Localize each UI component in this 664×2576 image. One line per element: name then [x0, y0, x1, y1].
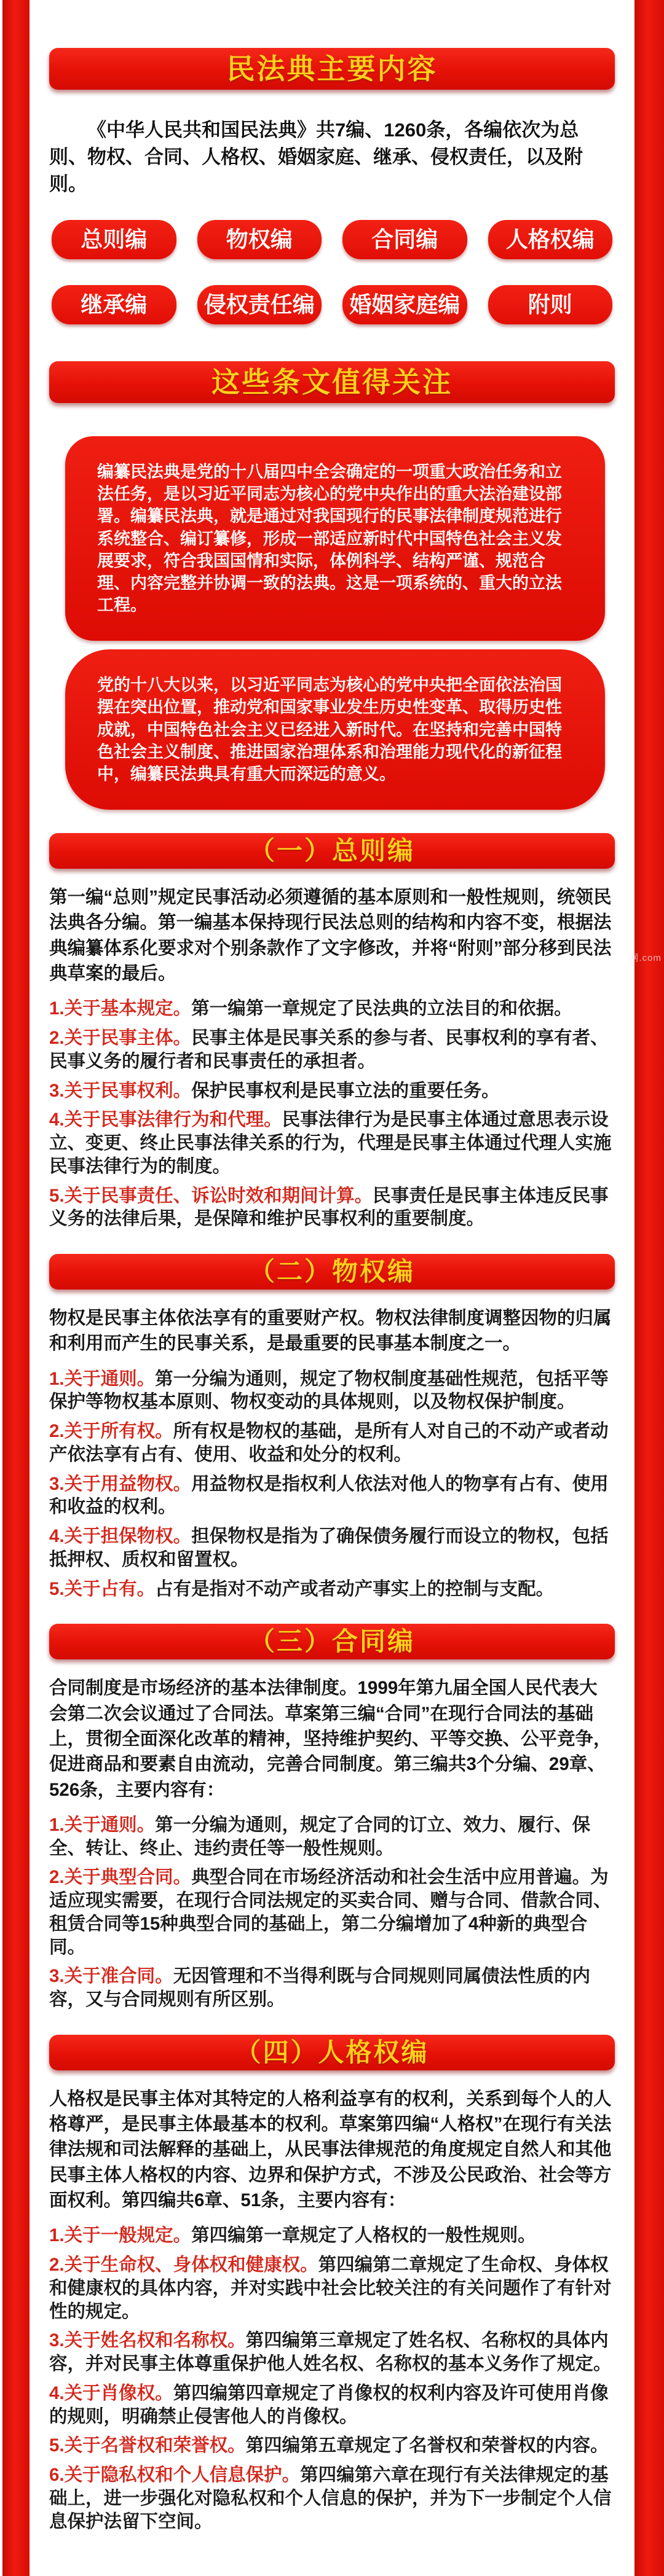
section-2-item-2	[49, 1420, 615, 1466]
highlight-box-1: 编纂民法典是党的十八届四中全会确定的一项重大政治任务和立法任务，是以习近平同志为核心的党中央作出的重大法治建设部署。编纂民法典，就是通过对我国现行的民事法律制度规范进行系统整合、编订纂修，形成一部适应新时代中国特色社会主义发展要求，符合我国国情和实际，体例科学、结构严谨、规范合理、内容完整并协调一致的法典。这是一项系统的、重大的立法工程。	[65, 436, 605, 641]
item-label: 1.关于通则。	[49, 1368, 156, 1389]
section-1-banner: （一）总则编	[49, 833, 615, 869]
section-1-item-2	[49, 1027, 615, 1073]
section-3-banner: （三）合同编	[49, 1624, 615, 1659]
section-2-intro: 物权是民事主体依法享有的重要财产权。物权法律制度调整因物的归属和利用而产生的民事关系，是最重要的民事基本制度之一。	[49, 1308, 612, 1354]
section-3-item-1	[49, 1814, 615, 1860]
watermark: 网.com	[629, 953, 662, 963]
section-4-item-3	[49, 2329, 615, 2376]
item-label: 1.关于通则。	[49, 1814, 156, 1835]
pill-hunyinjiatingbian: 婚姻家庭编	[342, 285, 467, 324]
title-banner: 民法典主要内容	[49, 48, 615, 90]
item-text: 第四编第三章规定了姓名权、名称权的具体内容，并对民事主体尊重保护他人姓名权、名称权的基本义务作了规定。	[49, 2330, 612, 2374]
item-label: 4.关于肖像权。	[49, 2382, 173, 2403]
item-text: 第一分编为通则，规定了合同的订立、效力、履行、保全、转让、终止、违约责任等一般性规则。	[49, 1814, 591, 1858]
item-text: 占有是指对不动产或者动产事实上的控制与支配。	[155, 1578, 555, 1599]
item-label: 2.关于典型合同。	[49, 1867, 192, 1888]
item-text: 保护民事权利是民事立法的重要任务。	[191, 1080, 500, 1101]
section-4-item-1	[49, 2224, 615, 2247]
section-2-item-1	[49, 1368, 615, 1414]
item-text: 民事主体是民事关系的参与者、民事权利的享有者、民事义务的履行者和民事责任的承担者。	[49, 1028, 609, 1071]
focus-banner: 这些条文值得关注	[49, 361, 615, 403]
item-text: 用益物权是指权利人依法对他人的物享有占有、使用和收益的权利。	[49, 1473, 609, 1517]
pill-jichengbian: 继承编	[52, 285, 176, 324]
section-1-intro: 第一编“总则”规定民事活动必须遵循的基本原则和一般性规则，统领民法典各分编。第一编基本保持现行民法总则的结构和内容不变，根据法典编纂体系化要求对个别条款作了文字修改，并将“附则”部分移到民法典草案的最后。	[49, 887, 612, 984]
item-label: 4.关于担保物权。	[49, 1526, 192, 1547]
pill-fuze: 附则	[488, 285, 613, 324]
item-text: 无因管理和不当得利既与合同规则同属债法性质的内容，又与合同规则有所区别。	[49, 1966, 591, 2010]
item-label: 2.关于所有权。	[49, 1421, 173, 1442]
item-text: 第四编第一章规定了人格权的一般性规则。	[191, 2225, 536, 2246]
section-3-item-2	[49, 1866, 615, 1959]
section-4-item-4	[49, 2382, 615, 2429]
content-column	[49, 0, 615, 2576]
item-label: 5.关于民事责任、诉讼时效和期间计算。	[49, 1185, 373, 1206]
item-label: 4.关于民事法律行为和代理。	[49, 1110, 282, 1130]
section-2-item-3	[49, 1473, 615, 1519]
item-label: 1.关于基本规定。	[49, 998, 192, 1019]
section-4-banner: （四）人格权编	[49, 2035, 615, 2070]
section-2-item-5	[49, 1578, 615, 1601]
item-text: 第四编第五章规定了名誉权和荣誉权的内容。	[245, 2435, 609, 2456]
section-3-item-3	[49, 1965, 615, 2011]
left-red-band	[2, 0, 30, 2576]
item-text: 民事法律行为是民事主体通过意思表示设立、变更、终止民事法律关系的行为，代理是民事主体通过代理人实施民事法律行为的制度。	[49, 1110, 612, 1176]
item-label: 6.关于隐私权和个人信息保护。	[49, 2465, 301, 2486]
item-text: 第四编第六章在现行有关法律规定的基础上，进一步强化对隐私权和个人信息的保护，并为下一步制定个人信息保护法留下空间。	[49, 2465, 612, 2532]
section-2-banner: （二）物权编	[49, 1254, 615, 1290]
pill-row-1	[52, 220, 612, 259]
item-text: 所有权是物权的基础，是所有人对自己的不动产或者动产依法享有占有、使用、收益和处分的权利。	[49, 1421, 609, 1465]
item-text: 第四编第二章规定了生命权、身体权和健康权的具体内容，并对实践中社会比较关注的有关问题作了有针对性的规定。	[49, 2255, 612, 2322]
item-label: 2.关于民事主体。	[49, 1028, 192, 1049]
section-1-item-1	[49, 997, 615, 1020]
item-label: 3.关于准合同。	[49, 1966, 173, 1987]
item-text: 民事责任是民事主体违反民事义务的法律后果，是保障和维护民事权利的重要制度。	[49, 1185, 609, 1229]
right-red-band	[634, 0, 664, 2576]
section-4-item-6	[49, 2464, 615, 2533]
pill-wuquanbian: 物权编	[197, 220, 322, 259]
intro-paragraph: 《中华人民共和国民法典》共7编、1260条，各编依次为总则、物权、合同、人格权、婚姻家庭、继承、侵权责任，以及附则。	[49, 119, 583, 195]
section-1-item-5	[49, 1184, 615, 1231]
section-3-intro: 合同制度是市场经济的基本法律制度。1999年第九届全国人民代表大会第二次会议通过了合同法。草案第三编“合同”在现行合同法的基础上，贯彻全面深化改革的精神，坚持维护契约、平等交换、公平竞争，促进商品和要素自由流动，完善合同制度。第三编共3个分编、29章、526条，主要内容有：	[49, 1678, 612, 1800]
pill-qinquanzerenbian: 侵权责任编	[197, 285, 322, 324]
item-label: 5.关于名誉权和荣誉权。	[49, 2435, 246, 2456]
item-label: 1.关于一般规定。	[49, 2225, 192, 2246]
item-text: 第四编第四章规定了肖像权的权利内容及许可使用肖像的规则，明确禁止侵害他人的肖像权。	[49, 2382, 609, 2427]
pill-hetongbian: 合同编	[342, 220, 467, 259]
section-2-item-4	[49, 1525, 615, 1572]
item-label: 3.关于用益物权。	[49, 1473, 192, 1494]
section-4-item-2	[49, 2253, 615, 2323]
item-label: 3.关于姓名权和名称权。	[49, 2330, 246, 2351]
section-1-item-3	[49, 1079, 615, 1103]
item-text: 第一分编为通则，规定了物权制度基础性规范，包括平等保护等物权基本原则、物权变动的具体规则，以及物权保护制度。	[49, 1368, 609, 1412]
item-label: 3.关于民事权利。	[49, 1080, 192, 1101]
section-4-item-5	[49, 2434, 615, 2457]
item-text: 典型合同在市场经济活动和社会生活中应用普遍。为适应现实需要，在现行合同法规定的买卖合同、赠与合同、借款合同、租赁合同等15种典型合同的基础上，第二分编增加了4种新的典型合同。	[49, 1867, 612, 1957]
pill-row-2	[52, 285, 612, 324]
item-text: 第一编第一章规定了民法典的立法目的和依据。	[191, 998, 572, 1019]
section-4-intro: 人格权是民事主体对其特定的人格利益享有的权利，关系到每个人的人格尊严，是民事主体最基本的权利。草案第四编“人格权”在现行有关法律法规和司法解释的基础上，从民事法律规范的角度规定自然人和其他民事主体人格权的内容、边界和保护方式，不涉及公民政治、社会等方面权利。第四编共6章、51条，主要内容有：	[49, 2088, 612, 2211]
item-label: 5.关于占有。	[49, 1578, 156, 1599]
item-label: 2.关于生命权、身体权和健康权。	[49, 2255, 318, 2276]
pill-zongzebian: 总则编	[52, 220, 176, 259]
section-1-item-4	[49, 1108, 615, 1178]
pill-rengequanbian: 人格权编	[488, 220, 613, 259]
highlight-box-2: 党的十八大以来，以习近平同志为核心的党中央把全面依法治国摆在突出位置，推动党和国家事业发生历史性变革、取得历史性成就，中国特色社会主义已经进入新时代。在坚持和完善中国特色社会主义制度、推进国家治理体系和治理能力现代化的新征程中，编纂民法典具有重大而深远的意义。	[65, 649, 605, 810]
item-text: 担保物权是指为了确保债务履行而设立的物权，包括抵押权、质权和留置权。	[49, 1526, 609, 1570]
